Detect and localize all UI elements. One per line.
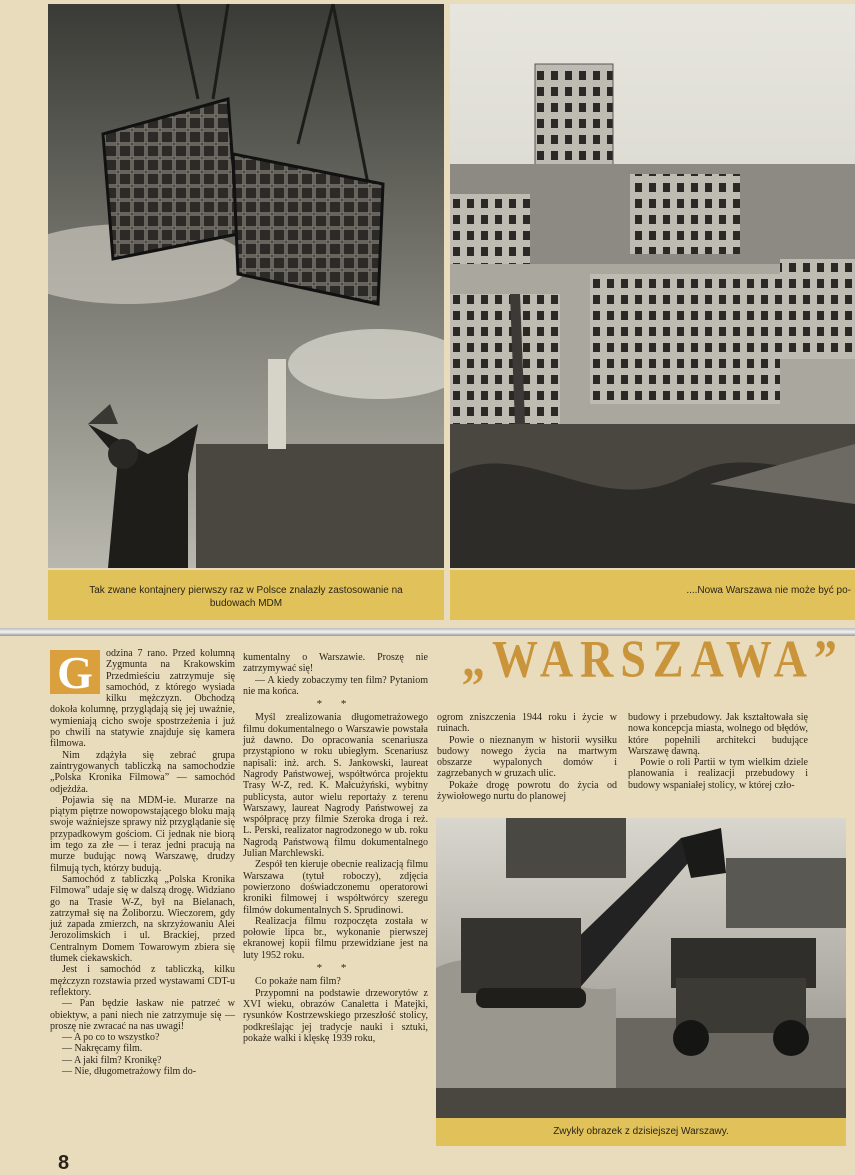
paragraph: odzina 7 rano. Przed kolumną Zygmunta na Krakowskim Przedmieściu zatrzymuje się samochód, z którego wysiada kilku mężczyzn. Obchodzą dokoła kolumnę, przyglądają się jej uważnie, wymieniają cicho swoje spostrzeżenia i już po chwili na statywie znajduje się kamera filmowa.	[50, 648, 235, 750]
page-number: 8	[58, 1152, 70, 1174]
caption-containers-text: Tak zwane kontajnery pierwszy raz w Polsce znalazły zastosowanie na budowach MDM	[89, 585, 403, 609]
caption-excavator	[436, 1118, 846, 1146]
paragraph: kumentalny o Warszawie. Proszę nie zatrzymywać się!	[243, 652, 428, 675]
paragraph: — A kiedy zobaczymy ten film? Pytaniom nie ma końca.	[243, 674, 428, 697]
paragraph: — Pan będzie łaskaw nie patrzeć w obiektyw, a pani niech nie zatrzymuje się — proszę nie zwracać na nas uwagi!	[50, 998, 235, 1032]
paragraph: Myśl zrealizowania długometrażowego filmu dokumentalnego o Warszawie powstała już dawno. Do opracowania scenariusza przystąpiono w roku ubiegłym. Scenariusz napisali: inż. arch. S. Jankowski, laureat Nagrody Państwowej, współtwórca projektu Trasy W-Z, red. K. Małcużyński, wybitny publicysta, autor wielu reportaży z terenu Warszawy, laureat Nagrody Państwowej za współpracę przy filmie Szeroka droga i reż. L. Perski, realizator nagrodzonego w ub. roku Nagrodą Państwową filmu dokumentalnego Julian Marchlewski.	[243, 712, 428, 860]
caption-new-warsaw-text: ....Nowa Warszawa nie może być po-	[686, 585, 851, 596]
article-column-2	[243, 652, 428, 1044]
photo-new-warsaw	[450, 4, 855, 568]
paragraph: Przypomni na podstawie drzeworytów z XVI wieku, obrazów Canaletta i Matejki, rysunków Kostrzewskiego przeszłość stolicy, podkreślając jej tradycje nauki i sztuki, pokaże walki i klęskę 1939 roku,	[243, 987, 428, 1044]
dialogue-line: — A po co to wszystko?	[62, 1032, 160, 1044]
article-title: „WARSZAWA”	[462, 629, 844, 688]
city-illustration	[450, 4, 855, 568]
paragraph: Samochód z tabliczką „Polska Kronika Filmowa” udaje się w dalszą drogę. Widziano go na Trasie W-Z, był na Bielanach, zatrzymał się na Żoliborzu. Wieczorem, gdy już zapada zmierzch, na skrzyżowaniu Alei Jerozolimskich i ul. Brackiej, przed Centralnym Domem Towarowym zbiera się tłumek ciekawskich.	[50, 873, 235, 965]
section-divider: * *	[316, 698, 355, 711]
dialogue-line: — Nakręcamy film.	[62, 1043, 143, 1055]
paragraph: Zespół ten kieruje obecnie realizacją filmu Warszawa (tytuł roboczy), zdjęcia powierzono doświadczonemu operatorowi kroniki filmowej i współtwórcy szeregu filmów dokumentalnych S. Sprudinowi.	[243, 859, 428, 916]
dialogue-line: — Nie, długometrażowy film do-	[62, 1065, 197, 1077]
paragraph: Co pokaże nam film?	[255, 976, 341, 988]
excavator-illustration	[436, 818, 846, 1118]
photo-excavator	[436, 818, 846, 1118]
paragraph: ogrom zniszczenia 1944 roku i życie w ruinach.	[437, 712, 617, 735]
article-column-4	[628, 712, 808, 791]
section-divider: * *	[316, 962, 355, 975]
paragraph: Realizacja filmu rozpoczęta została w połowie lipca br., wykonanie pierwszej ekranowej kopii filmu przewidziane jest na luty 1952 roku.	[243, 915, 428, 961]
paragraph: Powie o roli Partii w tym wielkim dziele planowania i realizacji przebudowy i budowy wspaniałej stolicy, w której czło-	[628, 757, 808, 791]
article-column-3	[437, 712, 617, 802]
paragraph: Powie o nieznanym w historii wysiłku budowy nowego życia na martwym obszarze wypalonych domów i zagrzebanych w gruzach ulic.	[437, 734, 617, 780]
photo-containers	[48, 4, 444, 568]
paragraph: Jest i samochód z tabliczką, kilku mężczyzn rozstawia przed wystawami CDT-u reflektory.	[50, 964, 235, 998]
caption-containers	[48, 570, 444, 620]
article-column-1	[50, 648, 235, 1077]
caption-excavator-text: Zwykły obrazek z dzisiejszej Warszawy.	[553, 1126, 729, 1137]
paragraph: Pokaże drogę powrotu do życia od żywiołowego nurtu do planowej	[437, 779, 617, 803]
paragraph: budowy i przebudowy. Jak kształtowała się nowa koncepcja miasta, wolnego od błędów, które popełnili architekci budujące Warszawę dawną.	[628, 712, 808, 757]
dialogue-line: — A jaki film? Kronikę?	[62, 1054, 162, 1066]
paragraph: Pojawia się na MDM-ie. Murarze na piątym piętrze nowopowstającego bloku mają swoje ważniejsze sprawy niż przyglądanie się przypadkowym gościom. Ci jednak nie biorą im tego za złe — i teraz jedni pracują na murze budując nową Warszawę, drudzy filmują tych, którzy budują.	[50, 794, 235, 874]
dropcap: G	[50, 650, 100, 694]
paragraph: Nim zdążyła się zebrać grupa zaintrygowanych tabliczką na samochodzie „Polska Kronika Filmowa” — samochód odjeżdża.	[50, 749, 235, 795]
containers-illustration	[48, 4, 444, 568]
caption-new-warsaw	[450, 570, 855, 620]
